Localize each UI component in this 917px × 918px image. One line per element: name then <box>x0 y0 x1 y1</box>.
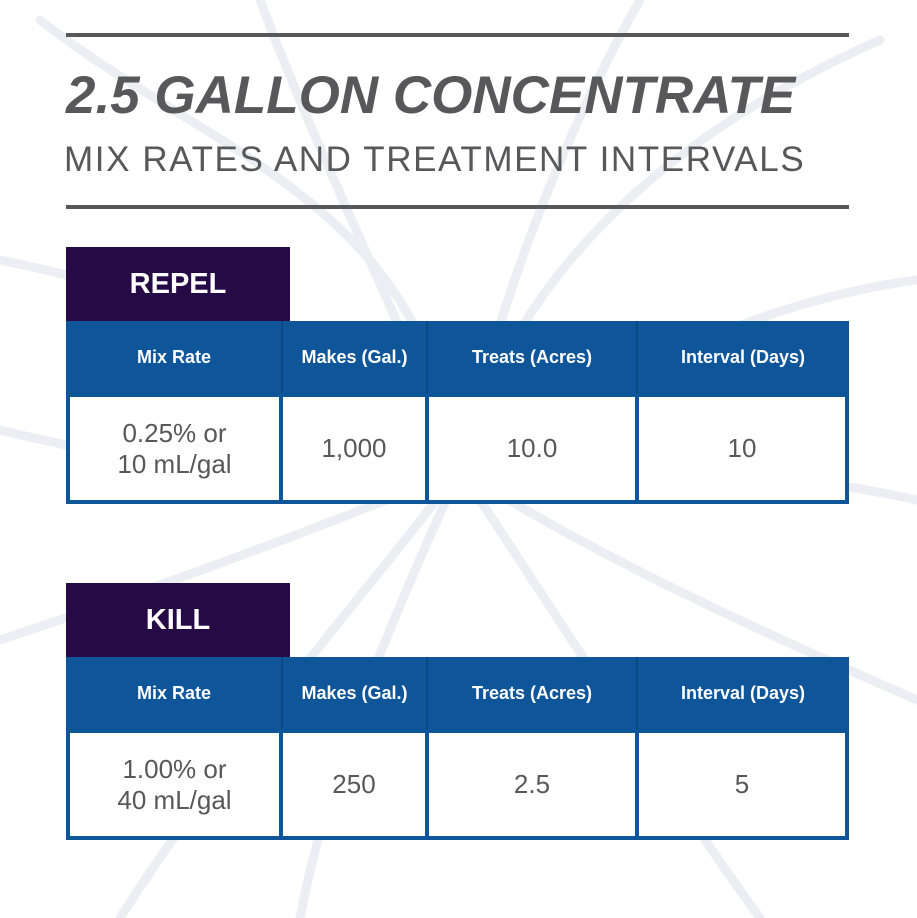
section-tab-repel: REPEL <box>66 247 290 321</box>
column-header-treats: Treats (Acres) <box>471 682 593 703</box>
cell-treats: 10.0 <box>425 393 639 504</box>
column-header-mix-rate: Mix Rate <box>136 346 212 367</box>
mix-rate-ml: 10 mL/gal <box>117 448 232 479</box>
section-tab-kill: KILL <box>66 583 290 657</box>
cell-mix-rate <box>66 729 283 840</box>
table-header-row <box>66 321 849 393</box>
repel-table <box>66 321 849 504</box>
kill-table <box>66 657 849 840</box>
page-title: 2.5 GALLON CONCENTRATE <box>66 66 796 125</box>
header-divider-line <box>426 321 428 393</box>
header-divider-line <box>636 321 638 393</box>
column-header-makes: Makes (Gal.) <box>301 682 408 703</box>
header-divider <box>66 205 849 209</box>
column-header-interval: Interval (Days) <box>680 682 806 703</box>
table-row <box>66 729 849 840</box>
table-header-row <box>66 657 849 729</box>
header-divider-line <box>426 657 428 729</box>
cell-treats: 2.5 <box>425 729 639 840</box>
cell-makes: 250 <box>279 729 429 840</box>
cell-interval: 5 <box>635 729 849 840</box>
cell-interval: 10 <box>635 393 849 504</box>
header-divider-line <box>281 321 283 393</box>
cell-mix-rate <box>66 393 283 504</box>
column-header-makes: Makes (Gal.) <box>301 346 408 367</box>
column-header-treats: Treats (Acres) <box>471 346 593 367</box>
mix-rate-percent: 1.00% or <box>122 753 227 784</box>
header-divider-line <box>281 657 283 729</box>
mix-rate-ml: 40 mL/gal <box>117 784 232 815</box>
column-header-interval: Interval (Days) <box>680 346 806 367</box>
top-divider <box>66 33 849 37</box>
header-divider-line <box>636 657 638 729</box>
column-header-mix-rate: Mix Rate <box>136 682 212 703</box>
cell-makes: 1,000 <box>279 393 429 504</box>
mix-rate-percent: 0.25% or <box>122 417 227 448</box>
page-subtitle: MIX RATES AND TREATMENT INTERVALS <box>64 140 806 179</box>
table-row <box>66 393 849 504</box>
